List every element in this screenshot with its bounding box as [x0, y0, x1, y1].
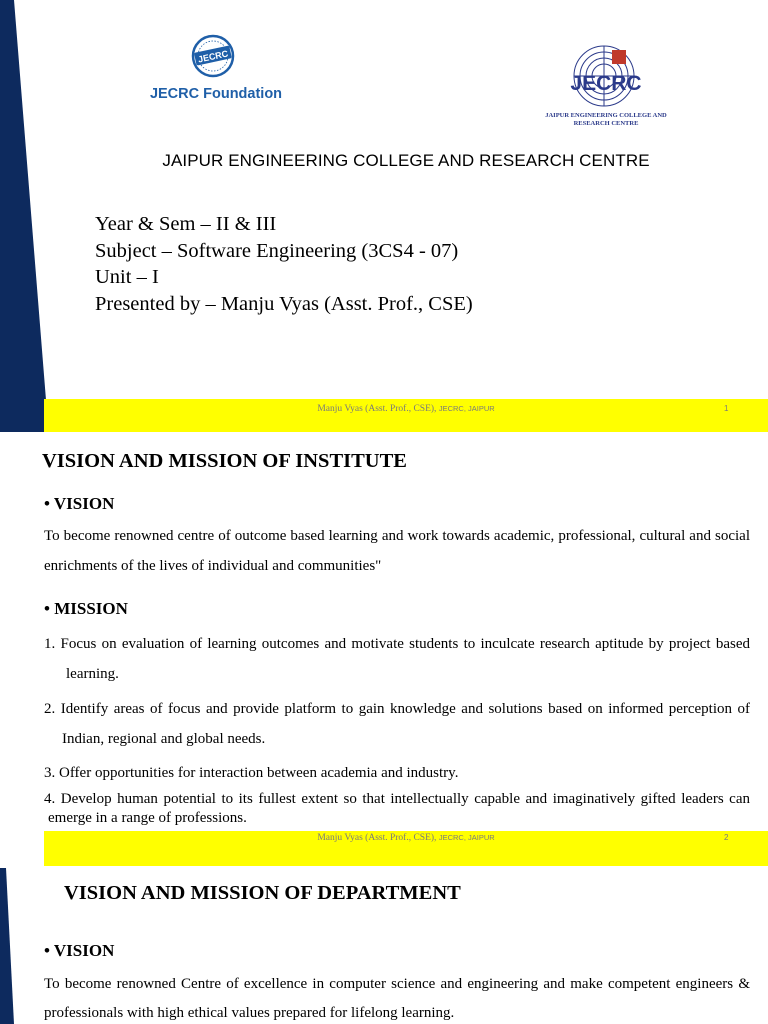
jecrc-college-logo — [542, 42, 670, 132]
institute-vision-heading: • VISION — [44, 494, 115, 513]
institute-mission-item-3: 3. Offer opportunities for interaction between academia and industry. — [44, 765, 459, 781]
slide-1-navy-stripe — [0, 0, 60, 432]
slide-2-footer-author: Manju Vyas (Asst. Prof., CSE), — [317, 833, 437, 843]
jecrc-foundation-badge-text: JECRC — [197, 48, 230, 65]
course-info-presenter: Presented by – Manju Vyas (Asst. Prof., CSE) — [95, 292, 473, 315]
course-info-subject: Subject – Software Engineering (3CS4 - 07) — [95, 239, 459, 262]
department-vision-text: To become renowned Centre of excellence in computer science and engineering and make competent engineers & professionals with high ethical values prepared for lifelong learning. — [44, 976, 750, 1021]
slide-3 — [0, 868, 768, 1024]
slide-3-title: VISION AND MISSION OF DEPARTMENT — [64, 882, 461, 904]
institute-vision-text: To become renowned centre of outcome based learning and work towards academic, professional, cultural and social enrichments of the lives of individual and communities" — [44, 528, 750, 574]
slide-1-footer-author: Manju Vyas (Asst. Prof., CSE), — [317, 404, 437, 414]
slide-3-navy-stripe — [0, 868, 20, 1024]
slide-2-footer-text — [44, 833, 768, 843]
slide-2-page-number: 2 — [724, 833, 729, 842]
slide-1-footer — [44, 399, 768, 432]
slide-1-page-number: 1 — [724, 404, 729, 413]
slide-2 — [0, 434, 768, 866]
institute-mission-item-1: 1. Focus on evaluation of learning outcomes and motivate students to inculcate research aptitude by project based learning. — [44, 636, 750, 682]
course-info — [95, 211, 473, 317]
slide-2-title: VISION AND MISSION OF INSTITUTE — [42, 450, 407, 472]
jecrc-foundation-logo — [142, 34, 290, 106]
institute-mission-item-2: 2. Identify areas of focus and provide platform to gain knowledge and solutions based on informed perception of Indian, regional and global needs. — [44, 701, 750, 747]
slide-1 — [0, 0, 768, 432]
slide-2-footer-institute: JECRC, JAIPUR — [438, 833, 495, 842]
jecrc-foundation-name: JECRC Foundation — [149, 86, 283, 102]
course-info-year-sem: Year & Sem – II & III — [95, 213, 277, 235]
college-name: JAIPUR ENGINEERING COLLEGE AND RESEARCH CENTRE — [162, 151, 650, 170]
department-vision-heading: • VISION — [44, 941, 115, 960]
jecrc-emblem-subtitle: JAIPUR ENGINEERING COLLEGE AND RESEARCH CENTRE — [545, 112, 667, 127]
slide-1-footer-text — [44, 404, 768, 414]
slide-2-footer — [44, 831, 768, 866]
institute-mission-item-4: 4. Develop human potential to its fullest extent so that intellectually capable and imaginatively gifted leaders can emerge in a range of professions. — [44, 791, 750, 826]
institute-mission-heading: • MISSION — [44, 599, 128, 618]
slide-1-footer-institute: JECRC, JAIPUR — [438, 404, 495, 413]
course-info-unit: Unit – I — [95, 266, 159, 288]
jecrc-emblem-icon — [542, 42, 670, 112]
jecrc-emblem-text: JECRC — [570, 72, 642, 95]
jecrc-foundation-badge-icon — [186, 34, 240, 80]
